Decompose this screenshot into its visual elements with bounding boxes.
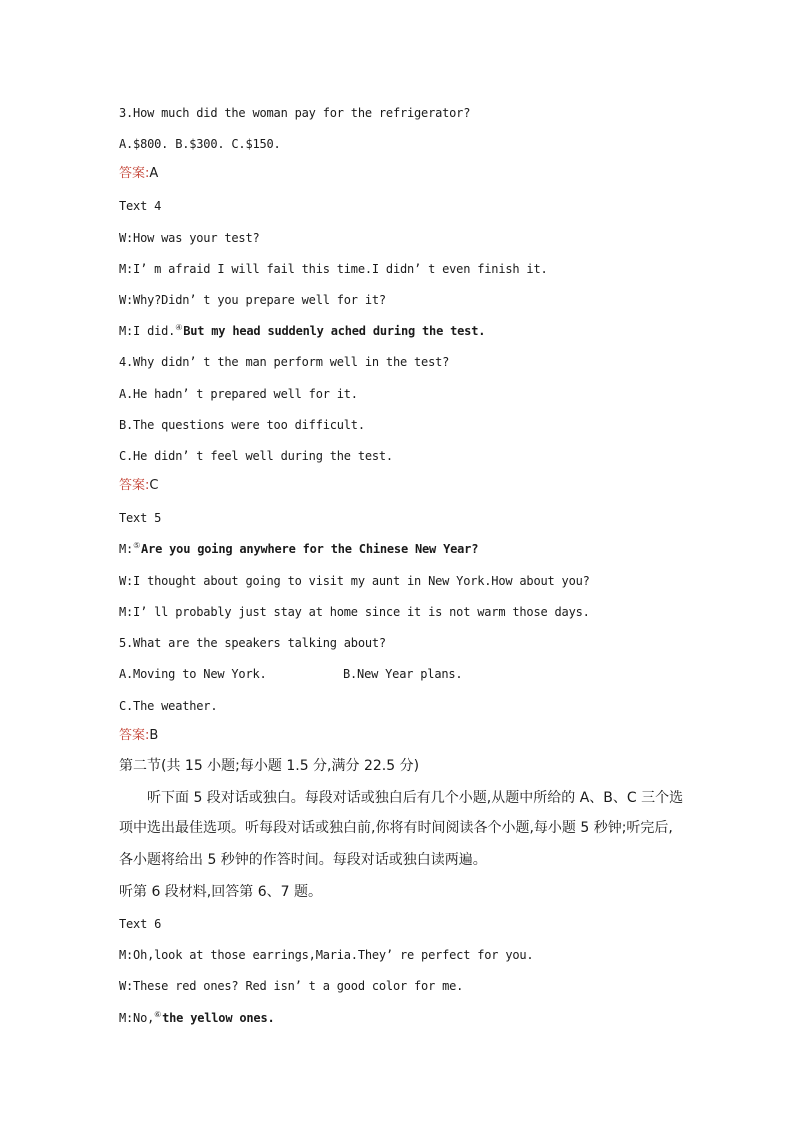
marker-4: ④	[175, 323, 183, 332]
marker-6: ⑥	[154, 1010, 162, 1019]
answer-5	[119, 728, 734, 744]
question-3-options: A.$800. B.$300. C.$150.	[119, 137, 281, 151]
question-4-option-b: B.The questions were too difficult.	[119, 418, 365, 432]
question-4-option-c: C.He didn’ t feel well during the test.	[119, 449, 393, 463]
text-5-line-1	[119, 541, 734, 557]
answer-label: 答案:	[119, 728, 150, 743]
answer-4	[119, 478, 734, 494]
question-3: 3.How much did the woman pay for the refrigerator?	[119, 106, 471, 120]
instructions-line-2: 项中选出最佳选项。听每段对话或独白前,你将有时间阅读各个小题,每小题 5 秒钟;听完后,	[119, 820, 673, 836]
key-sentence: Are you going anywhere for the Chinese New Year?	[141, 542, 479, 556]
speaker-prefix: M:	[119, 542, 134, 556]
text-4-line-1: W:How was your test?	[119, 231, 260, 245]
answer-label: 答案:	[119, 166, 150, 181]
instructions-line-4: 听第 6 段材料,回答第 6、7 题。	[119, 884, 322, 900]
section-2-heading: 第二节(共 15 小题;每小题 1.5 分,满分 22.5 分)	[119, 758, 420, 774]
key-sentence: But my head suddenly ached during the test.	[183, 324, 486, 338]
text-4-line-2: M:I’ m afraid I will fail this time.I didn’ t even finish it.	[119, 262, 548, 276]
text-6-heading: Text 6	[119, 917, 162, 931]
text-6-line-1: M:Oh,look at those earrings,Maria.They’ re perfect for you.	[119, 948, 534, 962]
text-6-line-3	[119, 1010, 734, 1026]
text-5-heading: Text 5	[119, 511, 162, 525]
text-4-line-3: W:Why?Didn’ t you prepare well for it?	[119, 293, 386, 307]
text-4-line-4	[119, 323, 734, 339]
instructions-line-1: 听下面 5 段对话或独白。每段对话或独白后有几个小题,从题中所给的 A、B、C 三个选	[147, 790, 684, 806]
answer-3	[119, 166, 734, 182]
marker-5: ⑤	[133, 541, 141, 550]
instructions-line-3: 各小题将给出 5 秒钟的作答时间。每段对话或独白读两遍。	[119, 852, 487, 868]
question-5: 5.What are the speakers talking about?	[119, 636, 386, 650]
answer-value: B	[149, 728, 159, 743]
text-5-line-2: W:I thought about going to visit my aunt in New York.How about you?	[119, 574, 590, 588]
question-5-options-ab	[119, 666, 734, 682]
speaker-prefix: M:I did.	[119, 324, 176, 338]
question-4: 4.Why didn’ t the man perform well in the test?	[119, 355, 450, 369]
answer-value: A	[149, 166, 159, 181]
text-6-line-2: W:These red ones? Red isn’ t a good color for me.	[119, 979, 464, 993]
answer-value: C	[149, 478, 159, 493]
question-5-option-a: A.Moving to New York.	[119, 667, 267, 681]
question-5-option-b: B.New Year plans.	[343, 667, 463, 681]
text-4-heading: Text 4	[119, 199, 162, 213]
speaker-prefix: M:No,	[119, 1011, 155, 1025]
text-5-line-3: M:I’ ll probably just stay at home since it is not warm those days.	[119, 605, 590, 619]
answer-label: 答案:	[119, 478, 150, 493]
question-5-option-c: C.The weather.	[119, 699, 218, 713]
question-4-option-a: A.He hadn’ t prepared well for it.	[119, 387, 358, 401]
key-sentence: the yellow ones.	[162, 1011, 275, 1025]
